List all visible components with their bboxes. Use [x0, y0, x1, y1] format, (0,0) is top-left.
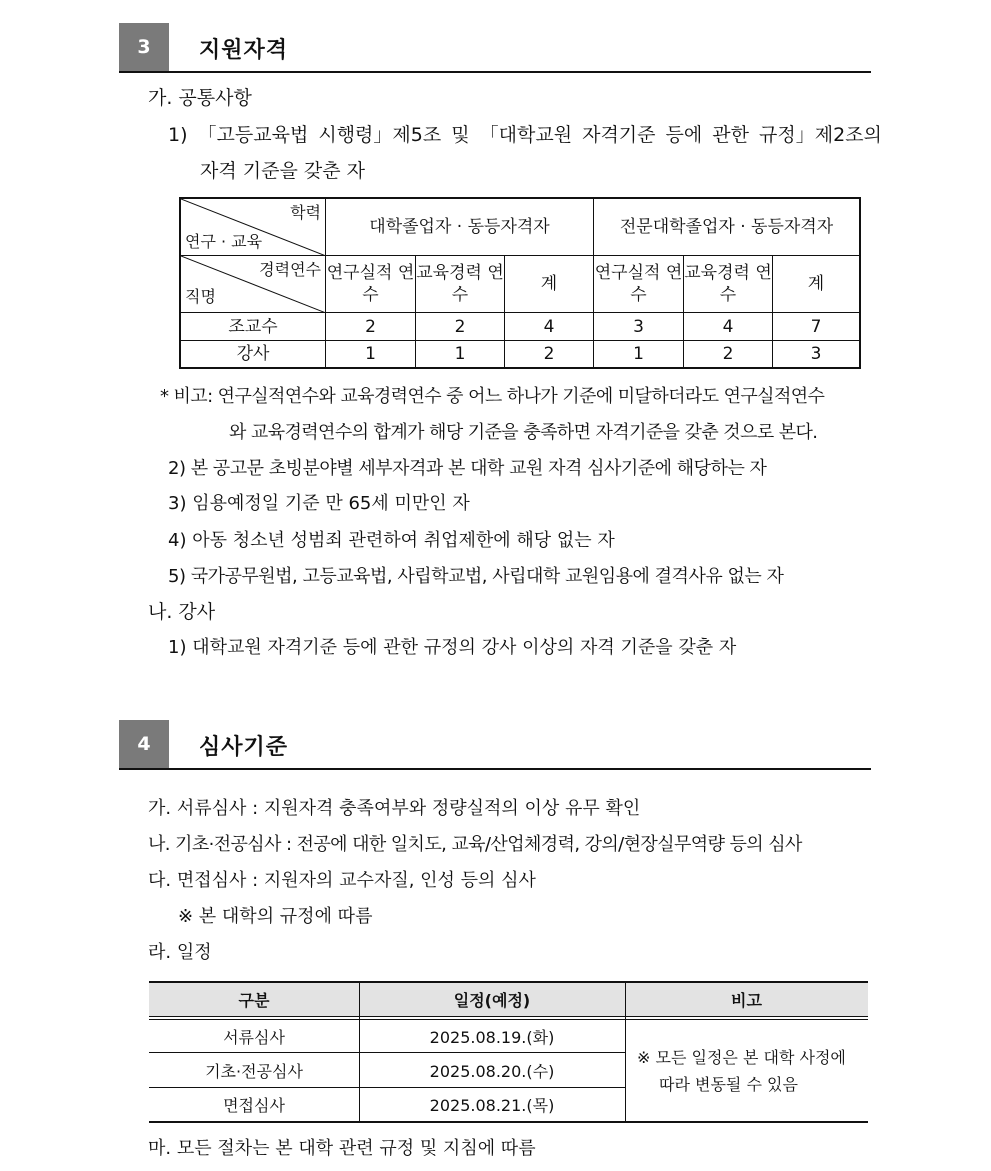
lecturer-requirement-1: 1) 대학교원 자격기준 등에 관한 규정의 강사 이상의 자격 기준을 갖춘 자 [168, 637, 737, 658]
column-divider [625, 981, 626, 1122]
column-divider [359, 981, 360, 1122]
table-bottom-border [149, 1121, 868, 1123]
review-document: 가. 서류심사 : 지원자격 충족여부와 정량실적의 이상 유무 확인 [148, 798, 641, 819]
schedule-header-date: 일정(예정) [359, 981, 625, 1016]
schedule-note-line2: 따라 변동될 수 있음 [659, 1074, 798, 1094]
table-cell: 7 [773, 313, 859, 341]
requirement-4: 4) 아동 청소년 성범죄 관련하여 취업제한에 해당 없는 자 [168, 530, 615, 551]
schedule-note-line1: ※ 모든 일정은 본 대학 사정에 [637, 1047, 846, 1067]
schedule-header-note: 비고 [625, 981, 868, 1016]
subheader-total: 계 [773, 256, 859, 313]
table-cell: 3 [810, 344, 822, 364]
corner-cell-bottom [181, 256, 326, 313]
review-interview: 다. 면접심사 : 지원자의 교수자질, 인성 등의 심사 [148, 870, 536, 891]
table-cell: 1 [326, 341, 416, 367]
subheader-education-years: 교육경력 연수 [684, 256, 773, 313]
corner-label-research: 연구 · 교육 [185, 232, 263, 251]
group-header-college: 전문대학졸업자 · 동등자격자 [594, 199, 859, 256]
schedule-category: 서류심사 [223, 1028, 285, 1047]
subheader-research-years: 연구실적 연수 [594, 256, 684, 313]
requirement-1-line1: 1) 「고등교육법 시행령」제5조 및 「대학교원 자격기준 등에 관한 규정」제2조의 [168, 124, 882, 146]
schedule-category: 기초·전공심사 [205, 1061, 303, 1081]
schedule-category: 면접심사 [223, 1096, 285, 1115]
lecturer-heading: 나. 강사 [148, 601, 216, 623]
table-cell: 1 [594, 341, 684, 367]
subheader-total: 계 [505, 256, 594, 313]
corner-label-education: 학력 [290, 203, 321, 222]
section-number: 3 [119, 23, 169, 71]
subheader-research-years: 연구실적 연수 [326, 256, 416, 313]
schedule-date: 2025.08.21.(목) [429, 1096, 555, 1115]
table-cell: 2 [416, 313, 505, 341]
section-3-header [119, 23, 871, 73]
requirement-3: 3) 임용예정일 기준 만 65세 미만인 자 [168, 493, 470, 514]
corner-label-years: 경력연수 [259, 260, 321, 279]
table-cell: 1 [416, 341, 505, 367]
requirement-2: 2) 본 공고문 초빙분야별 세부자격과 본 대학 교원 자격 심사기준에 해당하는 자 [168, 458, 767, 479]
schedule-heading: 라. 일정 [148, 942, 212, 963]
review-major: 나. 기초·전공심사 : 전공에 대한 일치도, 교육/산업체경력, 강의/현장실무역량 등의 심사 [148, 834, 802, 855]
section-title: 심사기준 [199, 735, 289, 760]
schedule-header-category: 구분 [149, 981, 359, 1016]
row-title-lecturer: 강사 [181, 341, 326, 367]
note-line1: * 비고: 연구실적연수와 교육경력연수 중 어느 하나가 기준에 미달하더라도 연구실적연수 [160, 386, 825, 407]
header-divider [149, 1016, 868, 1017]
table-cell: 3 [594, 313, 684, 341]
schedule-table [149, 981, 868, 1123]
table-cell: 2 [326, 313, 416, 341]
subheader-education-years: 교육경력 연수 [416, 256, 505, 313]
row-title-assistant-professor: 조교수 [181, 313, 326, 341]
table-cell: 2 [505, 341, 594, 367]
qualification-table [179, 197, 861, 369]
schedule-date: 2025.08.20.(수) [429, 1061, 555, 1081]
section-title: 지원자격 [199, 38, 289, 63]
table-cell: 2 [684, 341, 773, 367]
section-number: 4 [119, 720, 169, 768]
requirement-1-line2: 자격 기준을 갖춘 자 [200, 160, 365, 182]
requirement-5: 5) 국가공무원법, 고등교육법, 사립학교법, 사립대학 교원임용에 결격사유 없는 자 [168, 566, 784, 587]
common-requirements-heading: 가. 공통사항 [148, 87, 252, 109]
schedule-note [625, 1020, 868, 1121]
table-cell: 4 [505, 313, 594, 341]
review-interview-note: ※ 본 대학의 규정에 따름 [178, 906, 373, 927]
group-header-university: 대학졸업자 · 동등자격자 [326, 199, 594, 256]
corner-cell-top [181, 199, 326, 256]
corner-label-position: 직명 [185, 287, 216, 306]
note-line2: 와 교육경력연수의 합계가 해당 기준을 충족하면 자격기준을 갖춘 것으로 본다. [229, 422, 818, 443]
procedure-note: 마. 모든 절차는 본 대학 관련 규정 및 지침에 따름 [148, 1138, 536, 1159]
section-4-header [119, 720, 871, 770]
schedule-date: 2025.08.19.(화) [429, 1028, 555, 1047]
table-cell: 4 [684, 313, 773, 341]
